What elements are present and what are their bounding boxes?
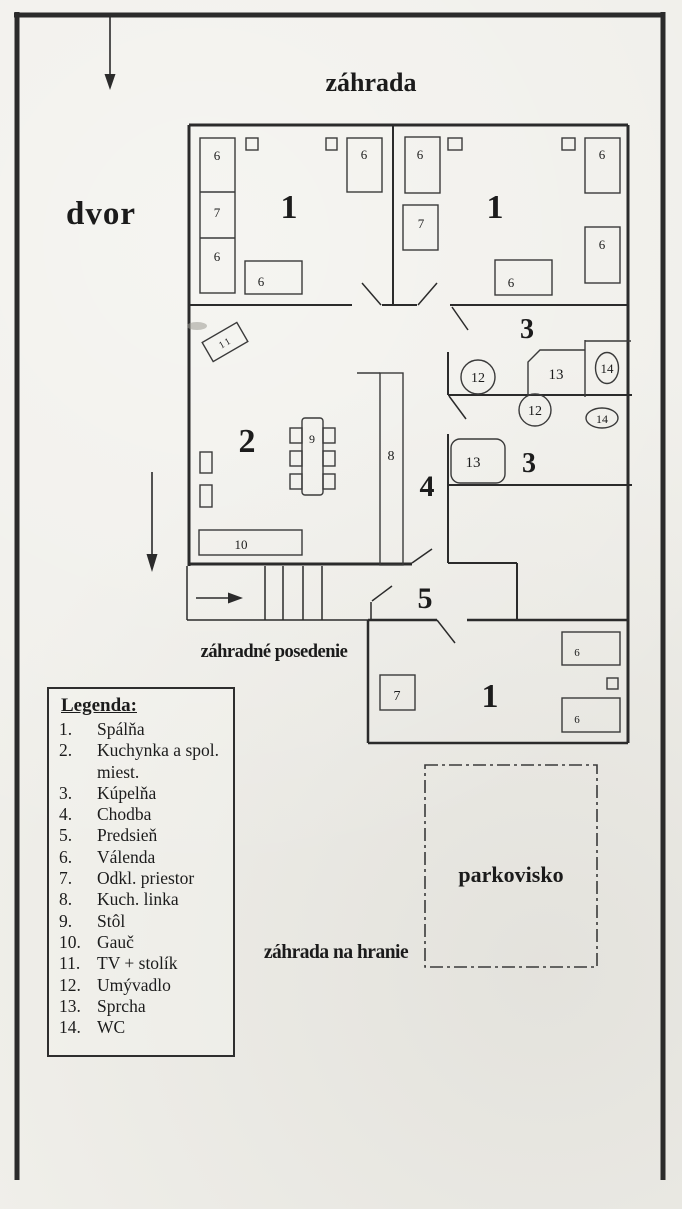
scan-smudge (187, 322, 207, 330)
legend-item (59, 889, 225, 910)
legend-item-number: 6. (59, 846, 73, 867)
item-label-10: 10 (234, 537, 248, 552)
item-label-6: 6 (257, 274, 265, 289)
item-label-7: 7 (417, 216, 425, 231)
item-label-7: 7 (213, 205, 221, 220)
legend-item (59, 783, 225, 804)
legend-item (59, 911, 225, 932)
arrow-entrance-icon (196, 593, 243, 604)
legend-item-number: 7. (59, 868, 73, 889)
legend-item-number: 13. (59, 995, 81, 1016)
nightstand (448, 138, 462, 150)
tv-with-table (202, 322, 248, 361)
bed-valenda (245, 261, 302, 294)
door-leaf-terrace (412, 549, 432, 563)
legend-item-number: 12. (59, 974, 81, 995)
item-label-6: 6 (598, 237, 606, 252)
wall-cabinet (200, 485, 212, 507)
arrow-down-top-icon (105, 17, 116, 90)
legend-item-label: TV + stolík (97, 953, 178, 974)
legend-item-number: 3. (59, 782, 73, 803)
legend-item-label: Umývadlo (97, 974, 171, 995)
door-leaf-bedroom-right (418, 283, 437, 305)
area-label-zahrada: záhrada (325, 68, 417, 97)
legend-item-label: Spálňa (97, 719, 145, 739)
area-label-zahradne-posedenie: záhradné posedenie (200, 642, 348, 662)
legend-item-label: Sprcha (97, 995, 146, 1016)
couch-gauc (199, 530, 302, 555)
room-label-bath-lower: 3 (522, 448, 536, 479)
legend-item-number: 1. (59, 719, 73, 739)
kitchen-unit (380, 373, 403, 565)
room-label-bedroom-left: 1 (280, 189, 298, 226)
legend-item-number: 11. (59, 953, 81, 974)
legend-item (59, 740, 225, 783)
item-label-9: 9 (309, 432, 315, 446)
legend-title: Legenda: (61, 695, 137, 716)
nightstand (607, 678, 618, 689)
entrance-door-leaf (372, 586, 392, 601)
item-label-13: 13 (548, 367, 564, 383)
legend-item (59, 804, 225, 825)
legend-item (59, 847, 225, 868)
item-label-6: 6 (213, 148, 221, 163)
legend-item (59, 868, 225, 889)
bed-valenda (405, 137, 440, 193)
item-label-6: 6 (598, 147, 606, 162)
door-leaf-bedroom-left (362, 283, 381, 305)
legend-item (59, 825, 225, 846)
bed-valenda (562, 698, 620, 732)
dining-table (302, 418, 323, 495)
legend-item-number: 9. (59, 910, 73, 931)
item-label-13: 13 (465, 455, 481, 471)
bed-valenda (585, 227, 620, 283)
door-leaf-bath-lower (449, 396, 466, 419)
room-label-bedroom-lower: 1 (481, 678, 499, 715)
arrow-down-left-icon (147, 472, 158, 572)
bed-valenda (495, 260, 552, 295)
wall-cabinet (200, 452, 212, 473)
item-label-8: 8 (387, 449, 395, 464)
area-label-parkovisko: parkovisko (458, 862, 564, 887)
item-label-6: 6 (574, 647, 580, 659)
legend-item-label: Chodba (97, 804, 152, 825)
nightstand (326, 138, 337, 150)
nightstand (562, 138, 575, 150)
legend-item (59, 953, 225, 974)
legend-item (59, 719, 225, 740)
item-label-6: 6 (416, 147, 424, 162)
room-label-bath-upper: 3 (520, 314, 534, 345)
area-label-dvor: dvor (66, 196, 136, 232)
legend-item-label: Predsieň (97, 825, 158, 846)
door-leaf-bath-upper (452, 307, 468, 330)
item-label-6: 6 (213, 249, 221, 264)
legend-item-number: 5. (59, 825, 73, 846)
item-label-14: 14 (596, 412, 608, 426)
legend-item (59, 996, 225, 1017)
item-label-6: 6 (360, 147, 368, 162)
room-label-corridor: 4 (419, 470, 435, 503)
legend-item-label: Kúpelňa (97, 782, 157, 803)
item-label-14: 14 (600, 361, 614, 376)
legend-item-label: Válenda (97, 846, 156, 867)
legend-item-label: Kuch. linka (97, 889, 179, 910)
room-label-kitchen: 2 (238, 423, 256, 460)
door-leaf-lower-room (437, 620, 455, 643)
item-label-6: 6 (507, 275, 515, 290)
room-label-hall: 5 (417, 582, 433, 615)
bed-valenda (562, 632, 620, 665)
legend-item (59, 1017, 225, 1038)
legend-item-label: Stôl (97, 910, 126, 931)
legend-item-label: Odkl. priestor (97, 868, 195, 889)
item-label-12: 12 (471, 371, 485, 386)
legend-item-label: WC (97, 1017, 126, 1038)
svg-text:11: 11 (217, 335, 235, 352)
room-label-bedroom-right: 1 (486, 189, 504, 226)
legend-item-label: Gauč (97, 931, 134, 952)
legend-item-number: 2. (59, 740, 73, 761)
item-label-6: 6 (574, 714, 580, 726)
legend-item (59, 975, 225, 996)
item-label-12: 12 (528, 404, 542, 419)
legend-box (47, 687, 235, 1057)
legend-item-number: 14. (59, 1017, 81, 1038)
legend-item-number: 4. (59, 804, 73, 825)
nightstand (246, 138, 258, 150)
legend-item-label: Kuchynka a spol. miest. (97, 740, 219, 782)
legend-item (59, 932, 225, 953)
legend-item-number: 8. (59, 889, 73, 910)
legend-item-number: 10. (59, 931, 81, 952)
item-label-7: 7 (393, 689, 401, 704)
area-label-zahrada-na-hranie: záhrada na hranie (263, 942, 409, 963)
stairs (265, 566, 322, 620)
